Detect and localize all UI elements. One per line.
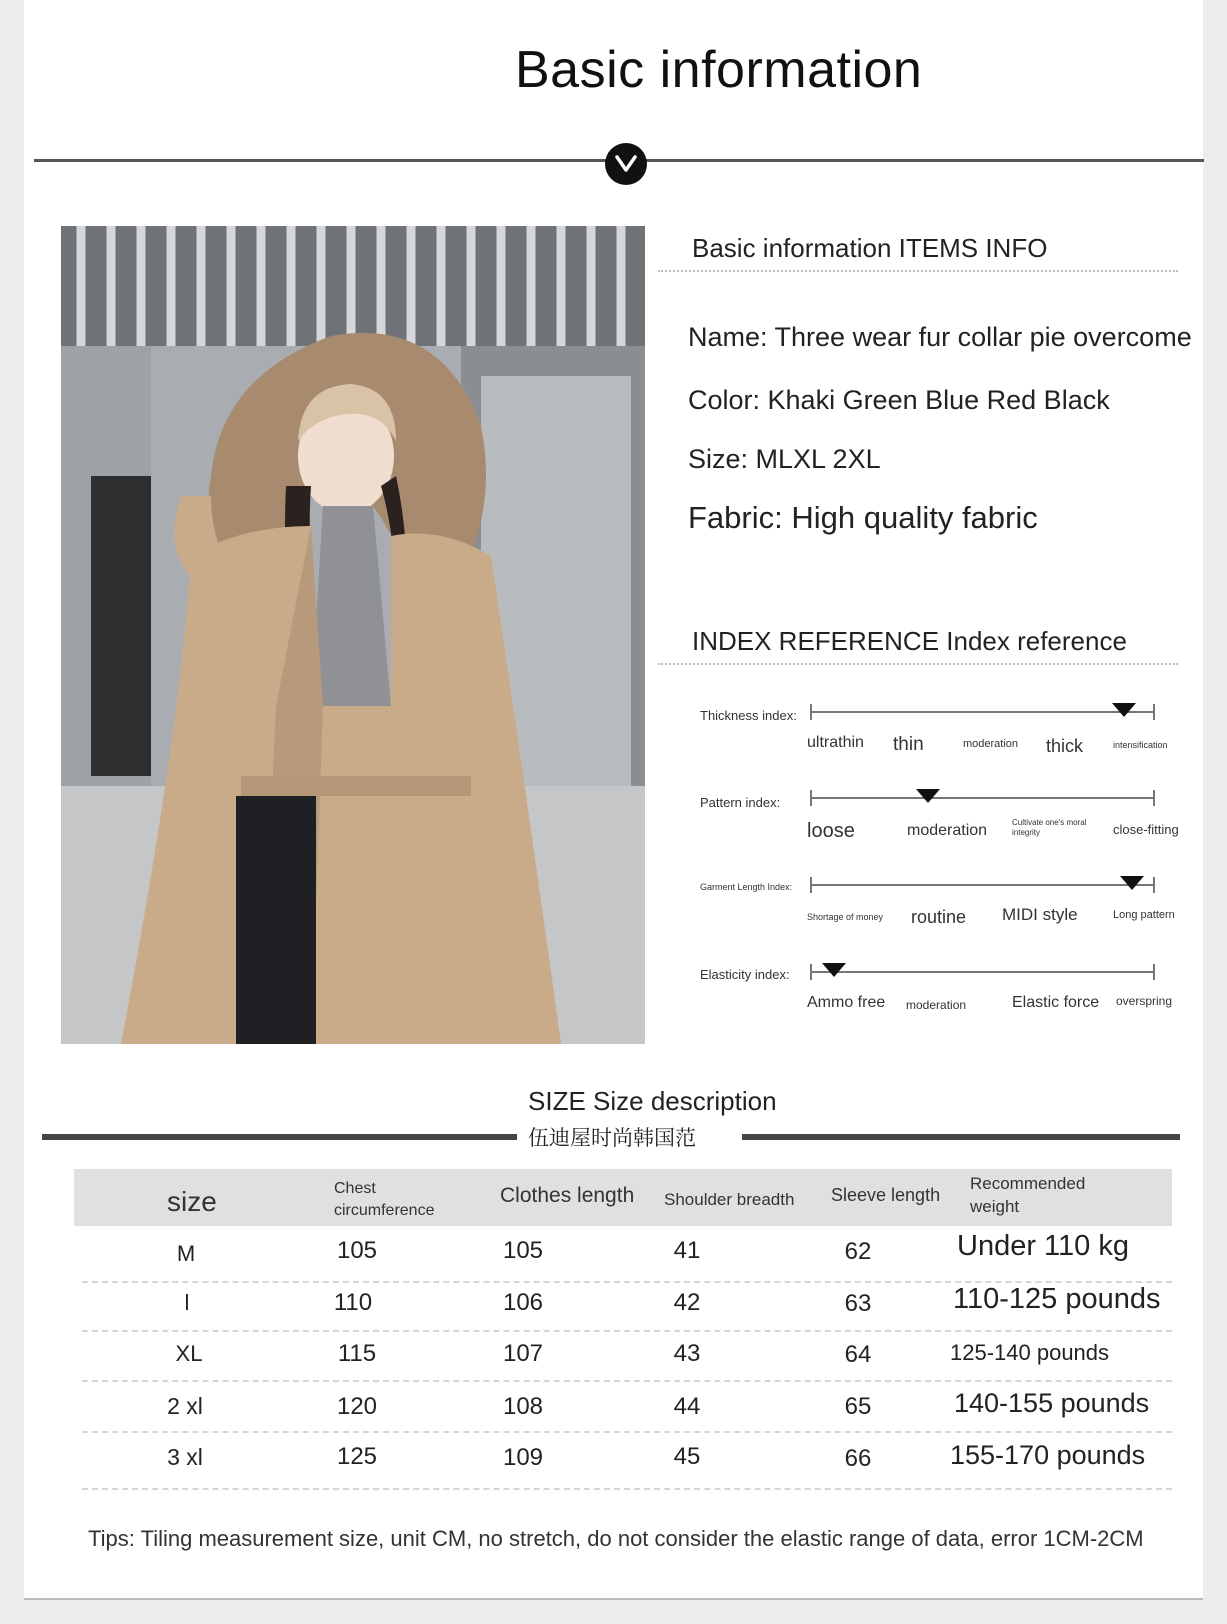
column-header: Clothes length (500, 1184, 635, 1207)
elasticity-option: Ammo free (807, 994, 886, 1011)
weight-cell: 155-170 pounds (950, 1440, 1146, 1470)
tips-note: Tips: Tiling measurement size, unit CM, no stretch, do not consider the elastic range of data, error 1CM-2CM (88, 1526, 1144, 1551)
item-name: Name: Three wear fur collar pie overcome (688, 322, 1192, 352)
row-divider (82, 1431, 1172, 1433)
column-header: size (167, 1186, 217, 1217)
length-cell: 106 (502, 1289, 544, 1316)
pattern-option: loose (807, 820, 855, 842)
shoulder-cell: 44 (673, 1393, 701, 1420)
sleeve-cell: 63 (844, 1290, 872, 1317)
elasticity-option: moderation (906, 998, 967, 1012)
thickness-option: intensification (1113, 740, 1168, 750)
column-header: Recommended weight (970, 1174, 1086, 1216)
elasticity-option: Elastic force (1012, 994, 1100, 1011)
shoulder-cell: 45 (673, 1443, 701, 1470)
elasticity-index-scale (810, 964, 1155, 980)
elasticity-option: overspring (1116, 994, 1173, 1008)
item-size: Size: MLXL 2XL (688, 444, 881, 474)
garment-length-option: Long pattern (1113, 909, 1175, 921)
page-title: Basic information (515, 41, 923, 99)
length-cell: 105 (502, 1237, 544, 1264)
pattern-option: Cultivate one's moral integrity (1012, 818, 1087, 838)
size-cell: l (184, 1290, 190, 1315)
thickness-index-marker (1112, 703, 1136, 717)
size-subheading: 伍迪屋时尚韩国范 (528, 1127, 696, 1150)
column-header: Sleeve length (831, 1185, 941, 1205)
sleeve-cell: 64 (844, 1341, 872, 1368)
size-cell: 2 xl (167, 1393, 203, 1419)
thickness-index-label: Thickness index: (700, 708, 797, 723)
row-divider (82, 1380, 1172, 1382)
elasticity-index-label: Elasticity index: (700, 967, 790, 982)
length-cell: 107 (502, 1340, 544, 1367)
length-cell: 108 (502, 1393, 544, 1420)
length-cell: 109 (502, 1444, 544, 1471)
shoulder-cell: 43 (673, 1340, 701, 1367)
garment-length-index-marker (1120, 876, 1144, 890)
size-heading: SIZE Size description (528, 1086, 777, 1116)
size-cell: M (176, 1241, 196, 1266)
chest-cell: 110 (333, 1289, 373, 1316)
garment-length-option: routine (911, 907, 967, 927)
shoulder-cell: 42 (673, 1289, 701, 1316)
thickness-option: thin (893, 734, 924, 755)
size-cell: 3 xl (167, 1444, 203, 1470)
thickness-option: moderation (963, 738, 1019, 750)
elasticity-index-marker (822, 963, 846, 977)
chest-cell: 120 (336, 1393, 378, 1420)
item-fabric: Fabric: High quality fabric (688, 500, 1038, 535)
pattern-option: close-fitting (1113, 822, 1179, 837)
index-reference-divider (658, 663, 1178, 665)
item-color: Color: Khaki Green Blue Red Black (688, 385, 1110, 415)
garment-length-option: Shortage of money (807, 912, 884, 922)
sleeve-cell: 65 (844, 1393, 872, 1420)
size-cell: XL (175, 1341, 203, 1366)
sleeve-cell: 66 (844, 1445, 872, 1472)
size-divider-left (42, 1134, 517, 1140)
thickness-index-scale (810, 704, 1155, 720)
chevron-down-icon (605, 143, 647, 185)
column-header: Shoulder breadth (664, 1190, 795, 1209)
sleeve-cell: 62 (844, 1238, 872, 1265)
bottom-divider (24, 1598, 1203, 1600)
size-divider-right (742, 1134, 1180, 1140)
thickness-option: thick (1046, 736, 1084, 756)
items-info-divider (658, 270, 1178, 272)
chest-cell: 125 (336, 1443, 378, 1470)
pattern-index-label: Pattern index: (700, 795, 781, 810)
weight-cell: 140-155 pounds (954, 1388, 1150, 1418)
items-info-heading: Basic information ITEMS INFO (692, 233, 1048, 263)
weight-cell: 125-140 pounds (950, 1340, 1110, 1365)
garment-length-option: MIDI style (1002, 905, 1078, 924)
shoulder-cell: 41 (673, 1237, 701, 1264)
row-divider (82, 1330, 1172, 1332)
product-photo (61, 226, 645, 1044)
chest-cell: 115 (337, 1340, 377, 1367)
pattern-index-scale (810, 790, 1155, 806)
row-divider (82, 1488, 1172, 1490)
garment-length-index-scale (810, 877, 1155, 893)
pattern-option: moderation (907, 822, 988, 839)
pattern-index-marker (916, 789, 940, 803)
chest-cell: 105 (336, 1237, 378, 1264)
garment-length-index-label: Garment Length Index: (700, 882, 793, 892)
index-reference-heading: INDEX REFERENCE Index reference (692, 626, 1127, 656)
weight-cell: 110-125 pounds (953, 1283, 1161, 1315)
column-header: Chest circumference (334, 1180, 435, 1219)
thickness-option: ultrathin (807, 734, 864, 751)
weight-cell: Under 110 kg (957, 1230, 1129, 1262)
